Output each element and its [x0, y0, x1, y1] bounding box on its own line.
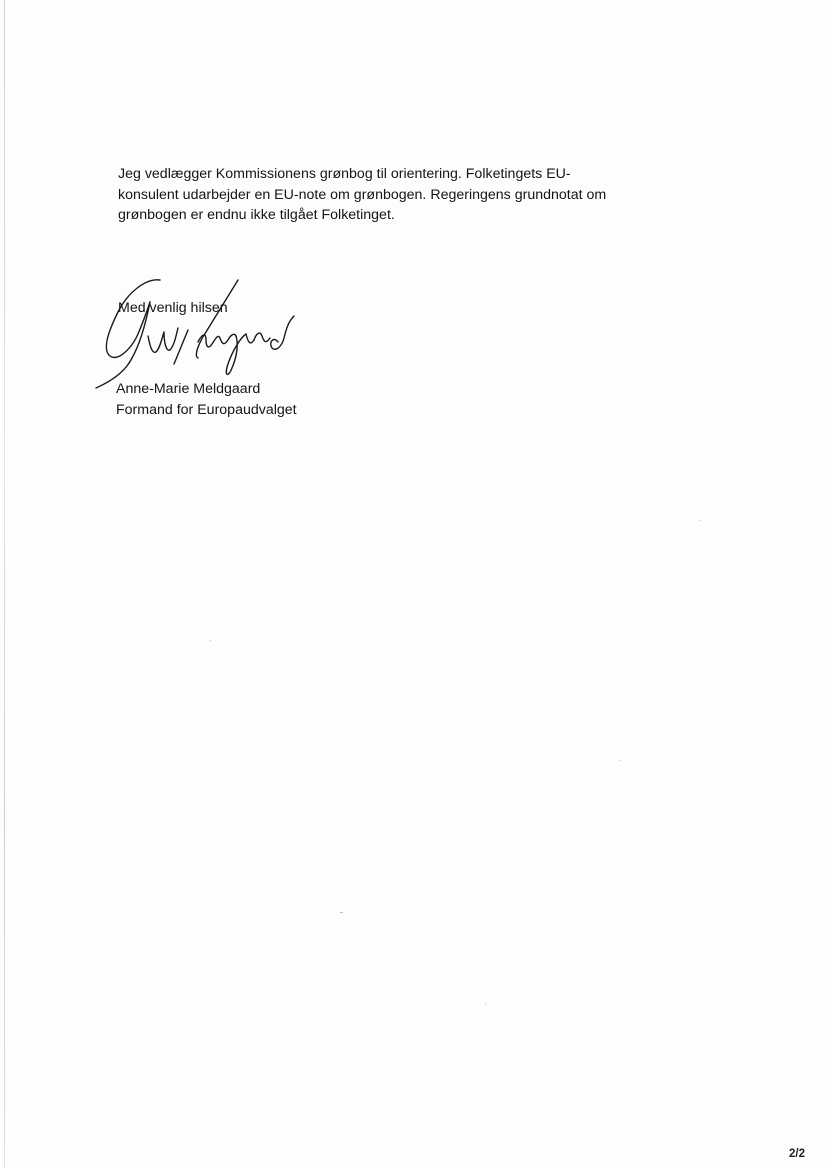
scan-edge — [4, 0, 5, 1168]
scan-speck — [340, 912, 343, 913]
signer-block — [116, 379, 297, 420]
scan-speck — [700, 520, 701, 521]
page-number: 2/2 — [789, 1148, 805, 1160]
handwritten-signature — [88, 272, 308, 392]
scan-speck — [485, 1004, 486, 1005]
scan-speck — [620, 760, 621, 761]
scan-speck — [210, 640, 211, 641]
letter-body — [118, 164, 618, 226]
closing-salutation: Med venlig hilsen — [118, 300, 228, 316]
signer-name: Anne-Marie Meldgaard — [116, 381, 261, 397]
signer-title: Formand for Europaudvalget — [116, 401, 297, 418]
body-line: grønbogen er endnu ikke tilgået Folketinget. — [118, 207, 395, 223]
body-line: konsulent udarbejder en EU-note om grønbogen. Regeringens grundnotat om — [118, 186, 607, 203]
body-line: Jeg vedlægger Kommissionens grønbog til orientering. Folketingets EU- — [118, 166, 571, 182]
